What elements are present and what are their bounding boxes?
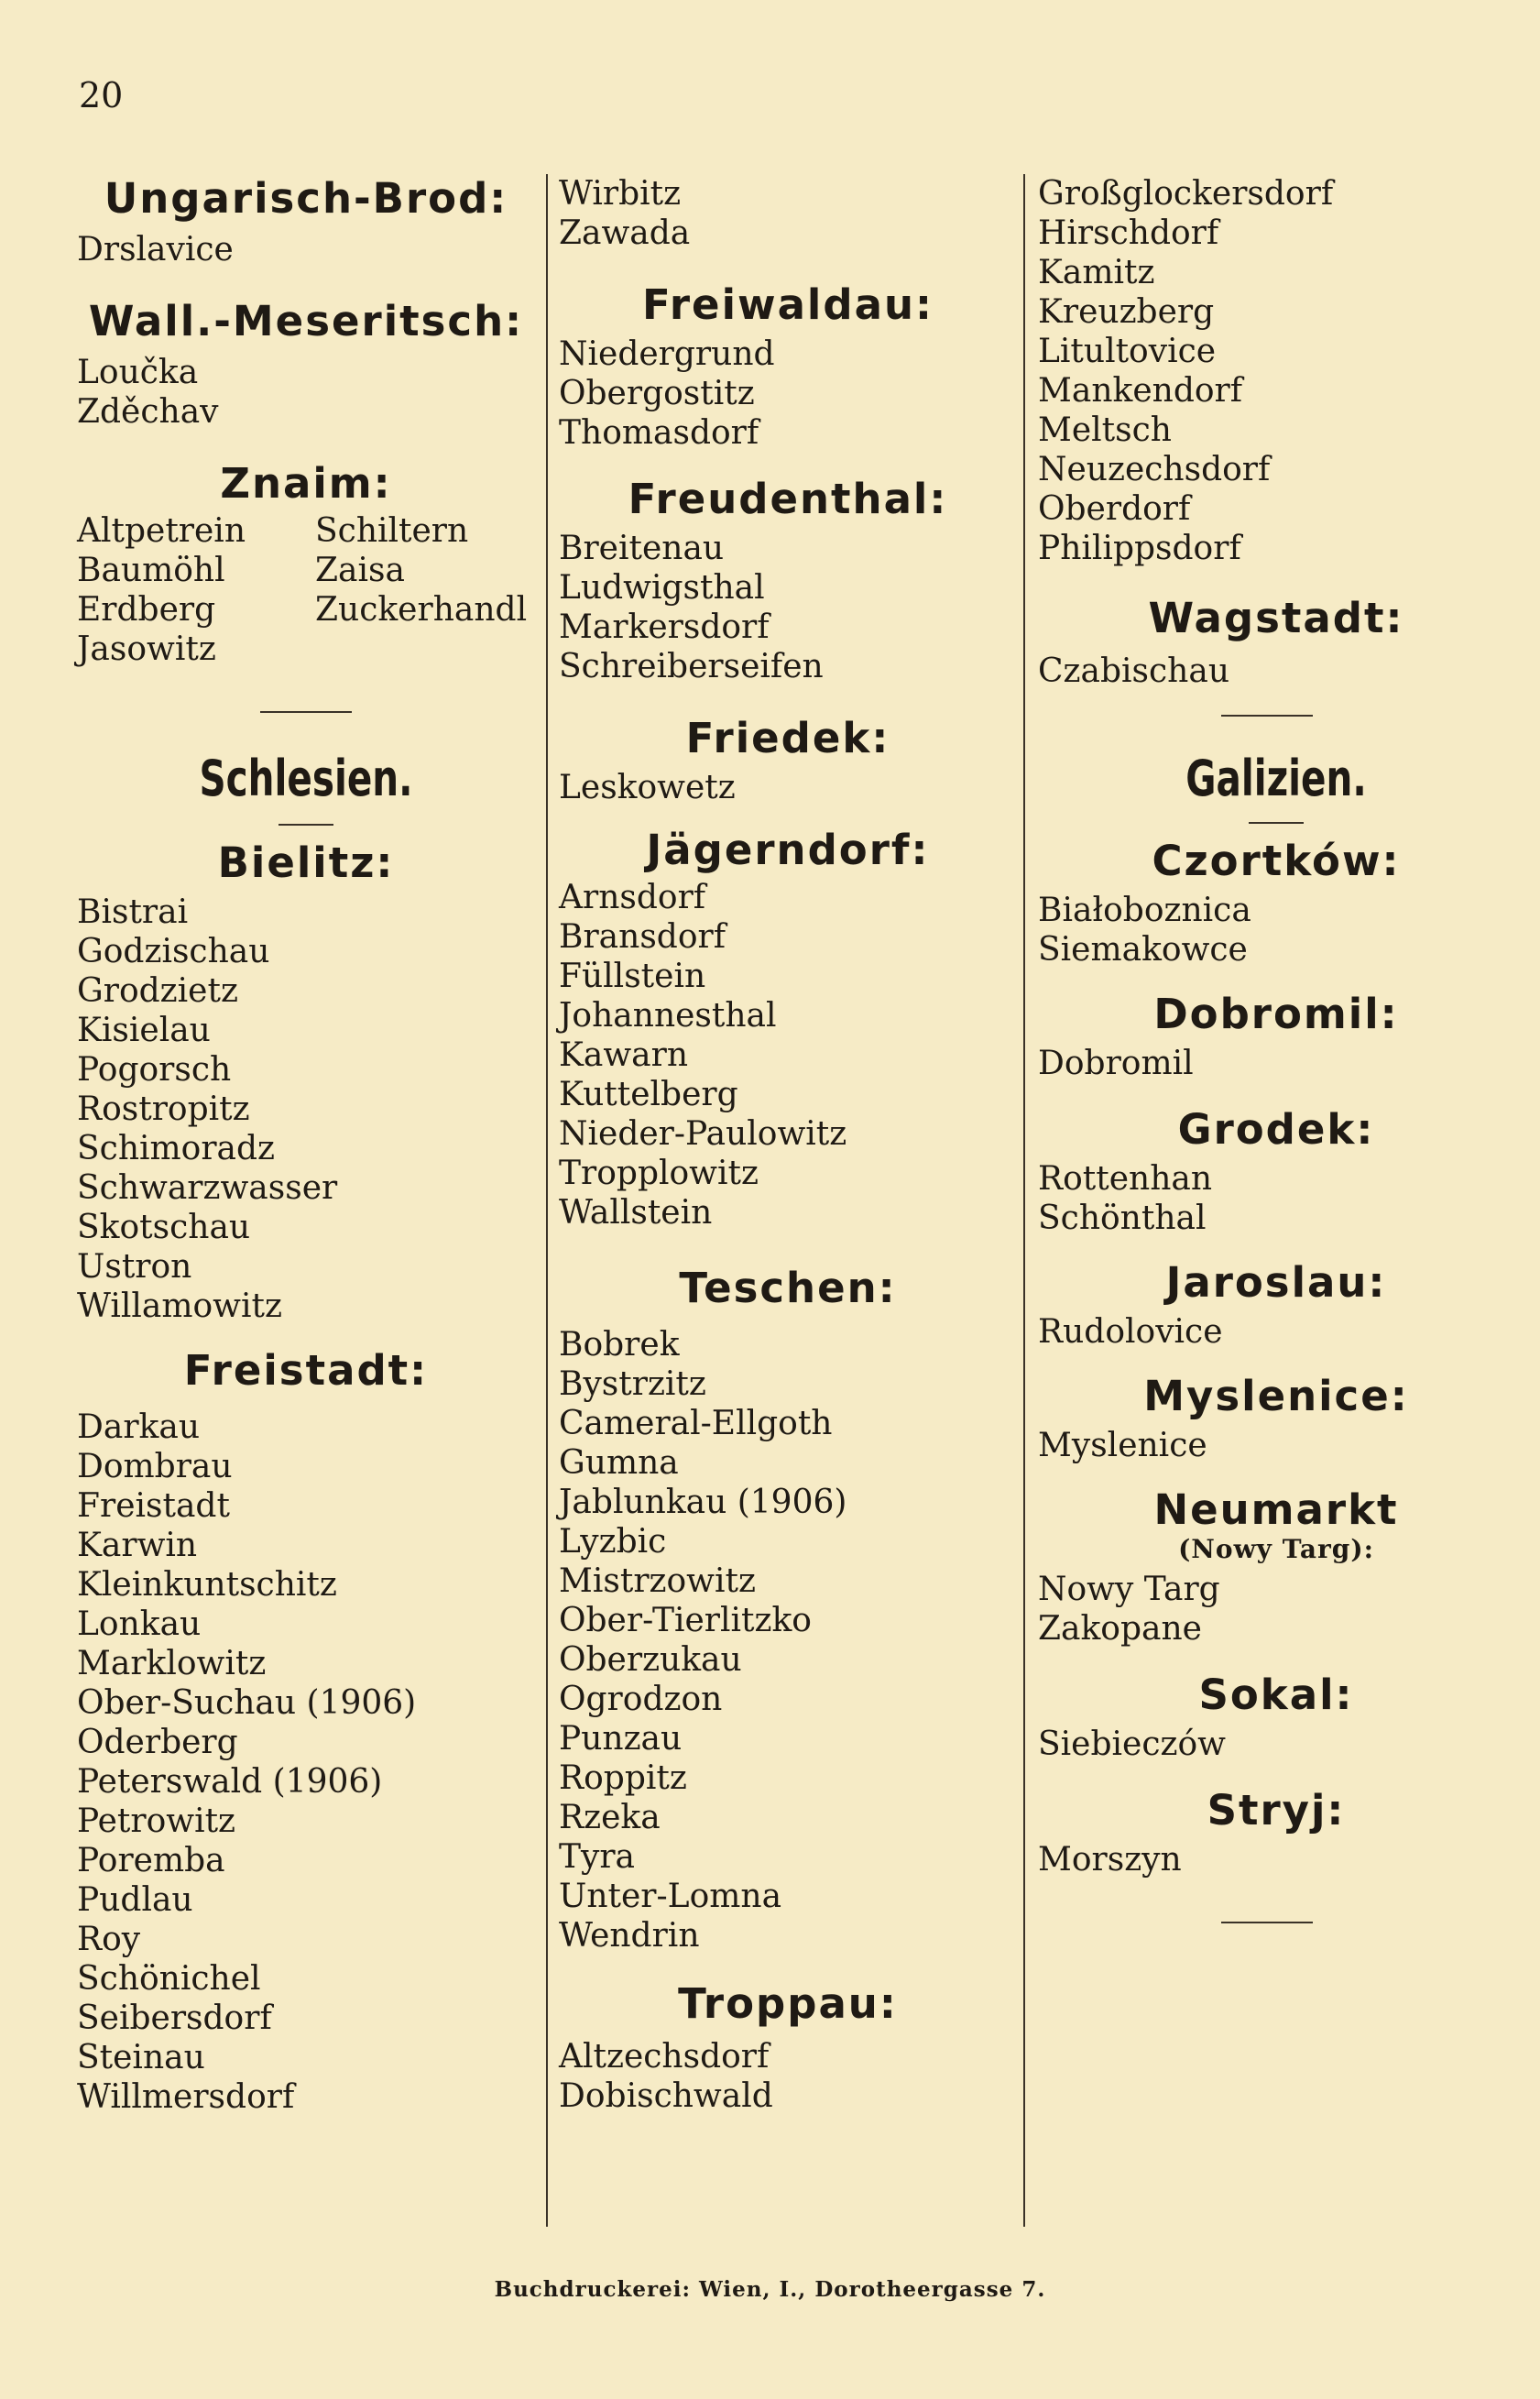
place-name: Kisielau — [77, 1012, 211, 1049]
place-name: Arnsdorf — [559, 879, 706, 916]
column-middle — [559, 174, 1017, 2116]
place-name: Cameral-Ellgoth — [559, 1405, 833, 1442]
place-name: Bistrai — [77, 893, 189, 931]
place-name: Meltsch — [1038, 411, 1172, 449]
section-rule — [1249, 822, 1304, 824]
place-name: Schreiberseifen — [559, 648, 824, 685]
country-heading-schlesien: Schlesien. — [199, 750, 413, 807]
place-name: Rzeka — [559, 1799, 661, 1836]
column-left — [77, 174, 535, 2117]
place-name: Pogorsch — [77, 1051, 232, 1089]
list-znaim-b — [315, 511, 553, 669]
place-name: Ober-Suchau (1906) — [77, 1684, 417, 1722]
list-wagstadt — [1038, 652, 1514, 691]
place-name: Zuckerhandl — [315, 591, 528, 629]
place-name: Bystrzitz — [559, 1365, 706, 1403]
place-name: Dobischwald — [559, 2077, 773, 2115]
heading-wall-meseritsch: Wall.-Meseritsch: — [88, 297, 524, 345]
place-name: Johannesthal — [559, 997, 777, 1035]
place-name: Zawada — [559, 214, 691, 252]
heading-jaegerndorf: Jägerndorf: — [646, 826, 930, 874]
section-rule — [1221, 1922, 1313, 1923]
place-name: Morszyn — [1038, 1841, 1182, 1879]
place-name: Karwin — [77, 1527, 198, 1564]
place-name: Peterswald (1906) — [77, 1763, 383, 1801]
place-name: Kawarn — [559, 1036, 689, 1074]
country-heading-galizien: Galizien. — [1185, 750, 1367, 807]
place-name: Grodzietz — [77, 972, 238, 1010]
list-freiwaldau — [559, 334, 1017, 453]
list-right-top — [1038, 174, 1514, 568]
heading-czortkow: Czortków: — [1152, 837, 1401, 885]
place-name: Oderberg — [77, 1724, 238, 1761]
heading-stryj: Stryj: — [1207, 1786, 1346, 1835]
place-name: Zděchav — [77, 393, 219, 431]
place-name: Nowy Targ — [1038, 1571, 1220, 1608]
place-name: Zakopane — [1038, 1610, 1202, 1648]
place-name: Markersdorf — [559, 608, 770, 646]
place-name: Wallstein — [559, 1194, 713, 1232]
place-name: Obergostitz — [559, 375, 755, 412]
place-name: Leskowetz — [559, 769, 736, 806]
neumarkt-subnote: (Nowy Targ): — [1178, 1534, 1374, 1564]
list-grodek — [1038, 1159, 1514, 1238]
list-stryj — [1038, 1840, 1514, 1879]
place-name: Poremba — [77, 1842, 225, 1879]
place-name: Myslenice — [1038, 1427, 1207, 1464]
place-name: Ober-Tierlitzko — [559, 1602, 812, 1639]
heading-wagstadt: Wagstadt: — [1148, 594, 1404, 642]
place-name: Altzechsdorf — [559, 2038, 770, 2076]
place-name: Freistadt — [77, 1487, 230, 1525]
place-name: Ogrodzon — [559, 1681, 723, 1718]
place-name: Skotschau — [77, 1209, 251, 1246]
place-name: Baumöhl — [77, 552, 225, 589]
list-znaim-a — [77, 511, 315, 669]
place-name: Kreuzberg — [1038, 293, 1215, 331]
place-name: Wendrin — [559, 1917, 700, 1955]
place-name: Großglockersdorf — [1038, 175, 1334, 213]
place-name: Lonkau — [77, 1605, 202, 1643]
heading-myslenice: Myslenice: — [1143, 1372, 1409, 1420]
place-name: Czabischau — [1038, 652, 1230, 690]
place-name: Nieder-Paulowitz — [559, 1115, 847, 1153]
place-name: Thomasdorf — [559, 414, 759, 452]
place-name: Kuttelberg — [559, 1076, 738, 1113]
list-troppau — [559, 2037, 1017, 2116]
list-sokal — [1038, 1725, 1514, 1764]
place-name: Wirbitz — [559, 175, 682, 213]
heading-sokal: Sokal: — [1198, 1671, 1354, 1719]
place-name: Tyra — [559, 1838, 636, 1876]
place-name: Rostropitz — [77, 1090, 250, 1128]
place-name: Loučka — [77, 354, 199, 391]
list-teschen — [559, 1325, 1017, 1955]
place-name: Oberdorf — [1038, 490, 1191, 528]
place-name: Oberzukau — [559, 1641, 742, 1679]
place-name: Bobrek — [559, 1326, 680, 1364]
section-rule — [260, 711, 352, 713]
list-friedek — [559, 768, 1017, 807]
znaim-grid — [77, 511, 535, 669]
place-name: Roppitz — [559, 1759, 687, 1797]
place-name: Roy — [77, 1921, 141, 1958]
place-name: Rudolovice — [1038, 1313, 1223, 1351]
place-name: Godzischau — [77, 933, 270, 970]
list-freudenthal — [559, 529, 1017, 686]
place-name: Lyzbic — [559, 1523, 667, 1561]
list-middle-top — [559, 174, 1017, 253]
place-name: Erdberg — [77, 591, 216, 629]
place-name: Siemakowce — [1038, 931, 1248, 969]
place-name: Seibersdorf — [77, 1999, 272, 2037]
place-name: Pudlau — [77, 1881, 193, 1919]
place-name: Darkau — [77, 1408, 200, 1446]
list-jaroslau — [1038, 1312, 1514, 1352]
heading-jaroslau: Jaroslau: — [1165, 1258, 1387, 1307]
list-dobromil — [1038, 1044, 1514, 1083]
heading-teschen: Teschen: — [679, 1264, 897, 1312]
place-name: Tropplowitz — [559, 1155, 759, 1192]
place-name: Mistrzowitz — [559, 1562, 756, 1600]
place-name: Unter-Lomna — [559, 1878, 782, 1915]
list-jaegerndorf — [559, 878, 1017, 1232]
place-name: Dobromil — [1038, 1045, 1194, 1082]
heading-neumarkt: Neumarkt — [1153, 1485, 1399, 1534]
page-number: 20 — [79, 75, 124, 115]
place-name: Altpetrein — [77, 512, 246, 550]
list-neumarkt — [1038, 1570, 1514, 1649]
list-wall-meseritsch — [77, 353, 535, 432]
place-name: Schimoradz — [77, 1130, 276, 1167]
column-divider-right — [1023, 174, 1025, 2227]
place-name: Willmersdorf — [77, 2078, 295, 2116]
place-name: Bransdorf — [559, 918, 726, 956]
place-name: Mankendorf — [1038, 372, 1243, 410]
place-name: Schwarzwasser — [77, 1169, 338, 1207]
heading-freistadt: Freistadt: — [183, 1346, 429, 1395]
place-name: Białoboznica — [1038, 892, 1251, 929]
place-name: Kamitz — [1038, 254, 1155, 291]
place-name: Schönthal — [1038, 1200, 1207, 1237]
column-right — [1038, 174, 1514, 1923]
place-name: Kleinkuntschitz — [77, 1566, 337, 1604]
place-name: Litultovice — [1038, 333, 1217, 370]
heading-troppau: Troppau: — [678, 1979, 898, 2028]
place-name: Philippsdorf — [1038, 530, 1241, 567]
place-name: Steinau — [77, 2039, 205, 2076]
place-name: Neuzechsdorf — [1038, 451, 1271, 488]
heading-ungarisch-brod: Ungarisch-Brod: — [104, 174, 508, 223]
place-name: Jablunkau (1906) — [559, 1484, 847, 1521]
list-freistadt — [77, 1408, 535, 2117]
heading-freudenthal: Freudenthal: — [628, 475, 948, 523]
column-divider-left — [546, 174, 548, 2227]
place-name: Ustron — [77, 1248, 192, 1286]
heading-dobromil: Dobromil: — [1153, 990, 1399, 1038]
list-czortkow — [1038, 891, 1514, 969]
place-name: Dombrau — [77, 1448, 233, 1485]
place-name: Breitenau — [559, 530, 725, 567]
place-name: Willamowitz — [77, 1287, 282, 1325]
list-bielitz — [77, 893, 535, 1326]
place-name: Niedergrund — [559, 335, 775, 373]
place-name: Füllstein — [559, 958, 706, 995]
heading-bielitz: Bielitz: — [217, 838, 395, 887]
place-name: Punzau — [559, 1720, 683, 1758]
heading-znaim: Znaim: — [220, 459, 392, 508]
place-name: Marklowitz — [77, 1645, 267, 1682]
place-name: Zaisa — [315, 552, 405, 589]
place-name: Gumna — [559, 1444, 679, 1482]
place-name: Petrowitz — [77, 1802, 236, 1840]
list-myslenice — [1038, 1426, 1514, 1465]
place-name: Schönichel — [77, 1960, 261, 1998]
place-name: Drslavice — [77, 231, 234, 268]
place-name: Schiltern — [315, 512, 469, 550]
section-rule — [279, 824, 333, 826]
place-name: Rottenhan — [1038, 1160, 1213, 1198]
place-name: Ludwigsthal — [559, 569, 765, 607]
heading-freiwaldau: Freiwaldau: — [642, 280, 934, 329]
heading-friedek: Friedek: — [685, 714, 890, 762]
printer-footer: Buchdruckerei: Wien, I., Dorotheergasse 7. — [494, 2277, 1046, 2302]
section-rule — [1221, 715, 1313, 717]
place-name: Hirschdorf — [1038, 214, 1219, 252]
list-ungarisch-brod — [77, 230, 535, 269]
place-name: Jasowitz — [77, 630, 216, 668]
heading-grodek: Grodek: — [1177, 1105, 1375, 1154]
place-name: Siebieczów — [1038, 1725, 1226, 1763]
